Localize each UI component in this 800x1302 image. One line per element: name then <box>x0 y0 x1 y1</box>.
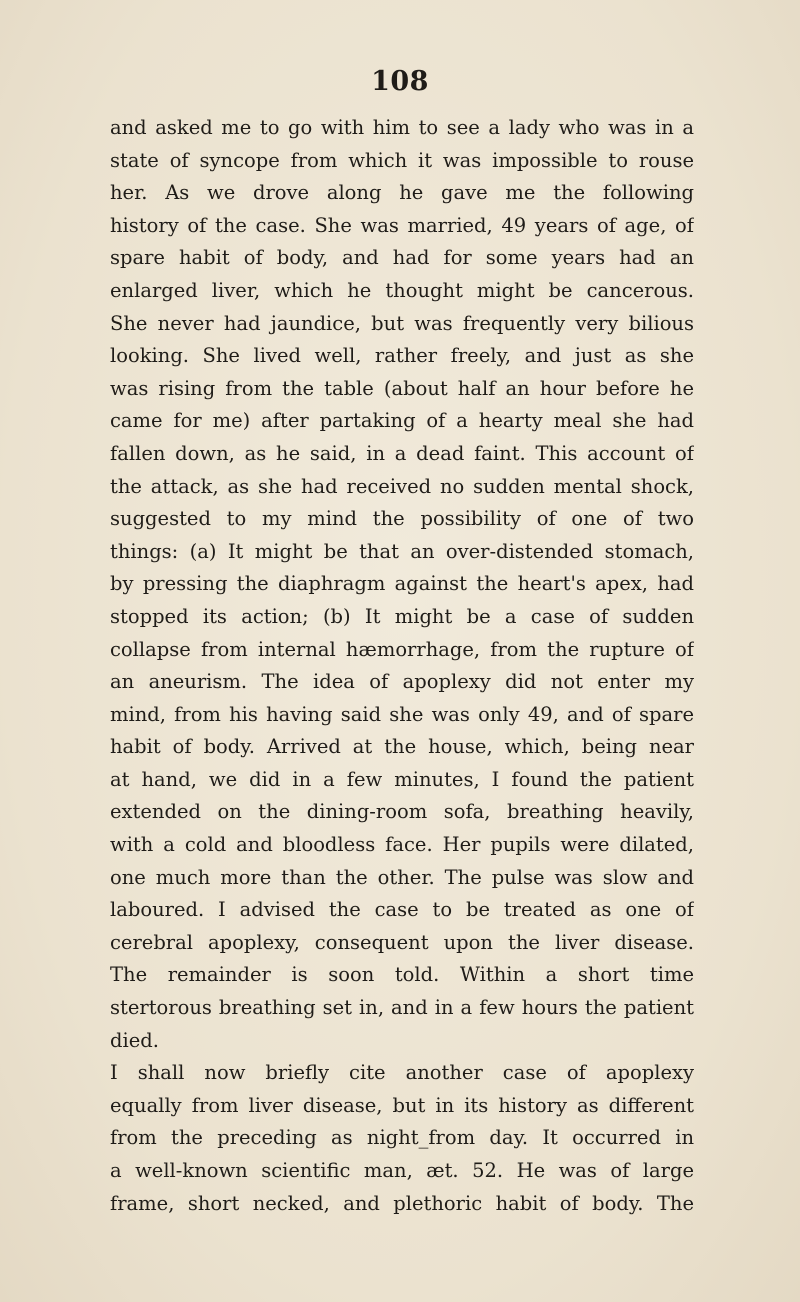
text-line: spare habit of body, and had for some years had an <box>110 246 694 270</box>
text-line: died. <box>110 1028 159 1052</box>
text-line: things: (a) It might be that an over-distended stomach, <box>110 539 694 563</box>
text-line: state of syncope from which it was impossible to rouse <box>110 148 694 172</box>
text-line: at hand, we did in a few minutes, I found the patient <box>110 767 694 791</box>
body-text <box>110 112 694 1220</box>
page-number: 108 <box>371 66 429 97</box>
text-line: The remainder is soon told. Within a short time <box>110 963 694 987</box>
text-line: a well-known scientific man, æt. 52. He was of large <box>110 1159 694 1182</box>
text-line: I shall now briefly cite another case of apoplexy <box>110 1061 694 1085</box>
text-line: the attack, as she had received no sudden mental shock, <box>110 474 694 498</box>
text-line: fallen down, as he said, in a dead faint. This account of <box>110 441 694 465</box>
text-line: was rising from the table (about half an hour before he <box>110 376 694 400</box>
text-line: enlarged liver, which he thought might be cancerous. <box>110 278 694 302</box>
text-line: by pressing the diaphragm against the heart's apex, had <box>110 572 694 596</box>
text-line: with a cold and bloodless face. Her pupils were dilated, <box>110 833 694 857</box>
text-line: history of the case. She was married, 49 years of age, of <box>110 213 694 237</box>
text-line: habit of body. Arrived at the house, which, being near <box>110 735 694 759</box>
text-line: from the preceding as night_from day. It occurred in <box>110 1126 694 1150</box>
text-line: laboured. I advised the case to be treated as one of <box>110 898 694 922</box>
text-line: suggested to my mind the possibility of one of two <box>110 507 694 531</box>
text-line: one much more than the other. The pulse was slow and <box>110 865 694 889</box>
text-line: looking. She lived well, rather freely, and just as she <box>110 344 694 368</box>
text-line: her. As we drove along he gave me the following <box>110 181 694 205</box>
text-line: stopped its action; (b) It might be a case of sudden <box>110 604 694 628</box>
text-line: came for me) after partaking of a hearty meal she had <box>110 409 694 433</box>
text-line: frame, short necked, and plethoric habit of body. The <box>110 1191 694 1215</box>
text-line: stertorous breathing set in, and in a few hours the patient <box>110 996 694 1020</box>
text-line: cerebral apoplexy, consequent upon the liver disease. <box>110 930 694 954</box>
text-line: extended on the dining-room sofa, breathing heavily, <box>110 800 694 824</box>
text-line: collapse from internal hæmorrhage, from the rupture of <box>110 637 694 661</box>
text-line: She never had jaundice, but was frequently very bilious <box>110 311 694 335</box>
text-line: mind, from his having said she was only 49, and of spare <box>110 702 694 726</box>
text-line: equally from liver disease, but in its history as different <box>110 1093 694 1117</box>
text-line: and asked me to go with him to see a lady who was in a <box>110 116 694 139</box>
text-line: an aneurism. The idea of apoplexy did not enter my <box>110 670 694 694</box>
